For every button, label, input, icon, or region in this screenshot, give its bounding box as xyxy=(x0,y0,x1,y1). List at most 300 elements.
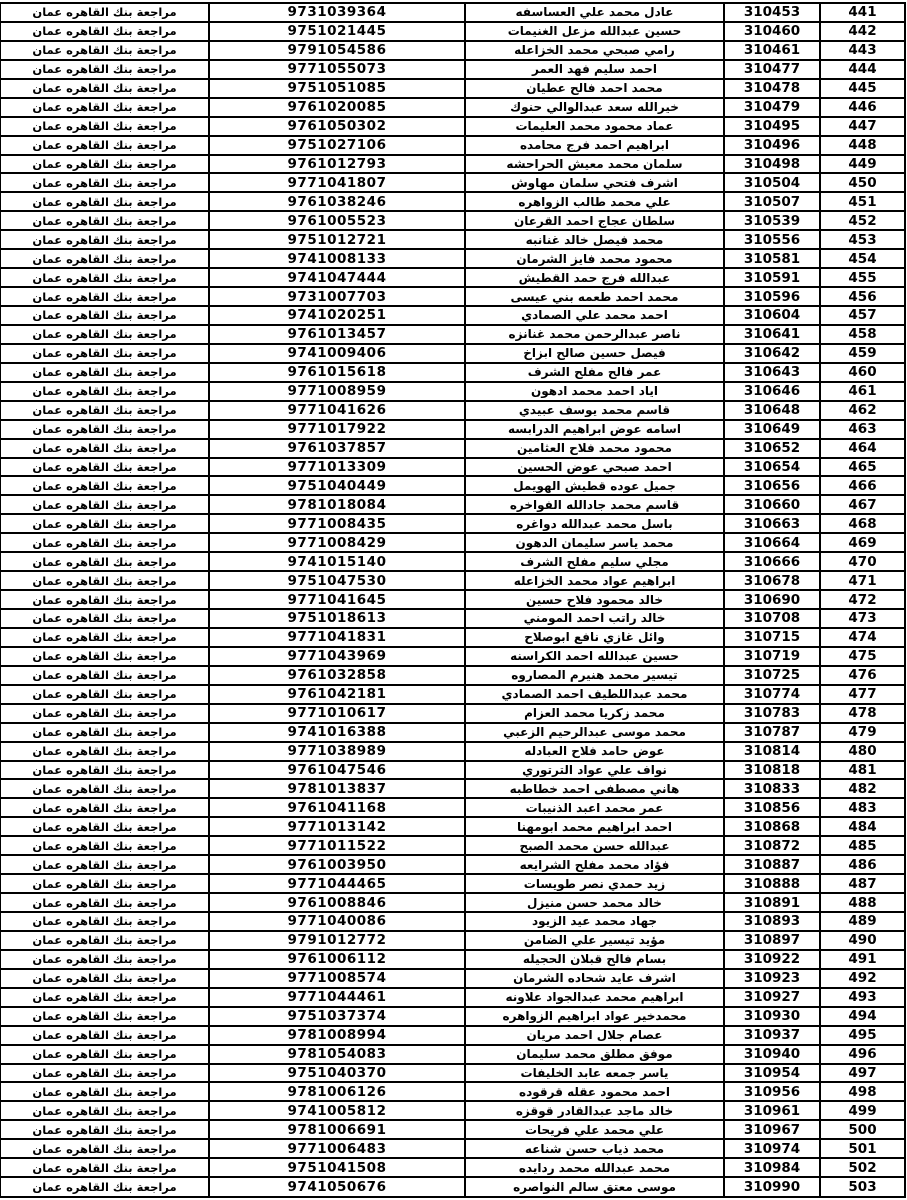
file-number-cell: 310648 xyxy=(724,401,820,420)
national-id-cell: 9751051085 xyxy=(209,79,465,98)
file-number-cell: 310596 xyxy=(724,287,820,306)
national-id-cell: 9771010617 xyxy=(209,704,465,723)
note-cell: مراجعة بنك القاهره عمان xyxy=(0,761,209,780)
note-cell: مراجعة بنك القاهره عمان xyxy=(0,325,209,344)
note-cell: مراجعة بنك القاهره عمان xyxy=(0,173,209,192)
serial-cell: 490 xyxy=(820,931,905,950)
table-row xyxy=(0,79,905,98)
note-cell: مراجعة بنك القاهره عمان xyxy=(0,779,209,798)
national-id-cell: 9781013837 xyxy=(209,779,465,798)
note-cell: مراجعة بنك القاهره عمان xyxy=(0,533,209,552)
table-row xyxy=(0,1007,905,1026)
name-cell: محمد عبداللطيف احمد الصمادي xyxy=(465,685,724,704)
national-id-cell: 9761015618 xyxy=(209,363,465,382)
national-id-cell: 9761038246 xyxy=(209,192,465,211)
file-number-cell: 310604 xyxy=(724,306,820,325)
national-id-cell: 9741008133 xyxy=(209,249,465,268)
name-cell: محمدخير عواد ابراهيم الزواهره xyxy=(465,1007,724,1026)
serial-cell: 444 xyxy=(820,60,905,79)
file-number-cell: 310818 xyxy=(724,761,820,780)
serial-cell: 489 xyxy=(820,912,905,931)
serial-cell: 488 xyxy=(820,893,905,912)
note-cell: مراجعة بنك القاهره عمان xyxy=(0,742,209,761)
name-cell: هاني مصطفى احمد خطاطبه xyxy=(465,779,724,798)
file-number-cell: 310643 xyxy=(724,363,820,382)
file-number-cell: 310539 xyxy=(724,211,820,230)
name-cell: ابراهيم احمد فرج محامده xyxy=(465,136,724,155)
note-cell: مراجعة بنك القاهره عمان xyxy=(0,230,209,249)
file-number-cell: 310984 xyxy=(724,1158,820,1177)
table-row xyxy=(0,363,905,382)
national-id-cell: 9771008429 xyxy=(209,533,465,552)
file-number-cell: 310937 xyxy=(724,1026,820,1045)
table-row xyxy=(0,1045,905,1064)
table-row xyxy=(0,855,905,874)
file-number-cell: 310954 xyxy=(724,1064,820,1083)
table-row xyxy=(0,1139,905,1158)
note-cell: مراجعة بنك القاهره عمان xyxy=(0,287,209,306)
note-cell: مراجعة بنك القاهره عمان xyxy=(0,931,209,950)
file-number-cell: 310678 xyxy=(724,571,820,590)
national-id-cell: 9751037374 xyxy=(209,1007,465,1026)
note-cell: مراجعة بنك القاهره عمان xyxy=(0,401,209,420)
national-id-cell: 9771040086 xyxy=(209,912,465,931)
national-id-cell: 9731007703 xyxy=(209,287,465,306)
note-cell: مراجعة بنك القاهره عمان xyxy=(0,41,209,60)
serial-cell: 500 xyxy=(820,1120,905,1139)
serial-cell: 446 xyxy=(820,98,905,117)
national-id-cell: 9771038989 xyxy=(209,742,465,761)
serial-cell: 501 xyxy=(820,1139,905,1158)
national-id-cell: 9771055073 xyxy=(209,60,465,79)
file-number-cell: 310774 xyxy=(724,685,820,704)
file-number-cell: 310504 xyxy=(724,173,820,192)
table-row xyxy=(0,136,905,155)
note-cell: مراجعة بنك القاهره عمان xyxy=(0,685,209,704)
table-row xyxy=(0,3,905,22)
file-number-cell: 310814 xyxy=(724,742,820,761)
national-id-cell: 9761050302 xyxy=(209,117,465,136)
file-number-cell: 310887 xyxy=(724,855,820,874)
name-cell: عبدالله حسن محمد الصبح xyxy=(465,836,724,855)
table-row xyxy=(0,344,905,363)
serial-cell: 477 xyxy=(820,685,905,704)
serial-cell: 472 xyxy=(820,590,905,609)
table-row xyxy=(0,211,905,230)
table-row xyxy=(0,893,905,912)
table-row xyxy=(0,476,905,495)
note-cell: مراجعة بنك القاهره عمان xyxy=(0,836,209,855)
note-cell: مراجعة بنك القاهره عمان xyxy=(0,117,209,136)
table-row xyxy=(0,401,905,420)
serial-cell: 448 xyxy=(820,136,905,155)
national-id-cell: 9771008435 xyxy=(209,514,465,533)
name-cell: خالد راتب احمد المومني xyxy=(465,609,724,628)
name-cell: ياسر جمعه عابد الخليفات xyxy=(465,1064,724,1083)
note-cell: مراجعة بنك القاهره عمان xyxy=(0,136,209,155)
name-cell: محمود محمد فايز الشرمان xyxy=(465,249,724,268)
table-row xyxy=(0,458,905,477)
name-cell: سلطان عجاج احمد القرعان xyxy=(465,211,724,230)
name-cell: قاسم محمد يوسف عبيدي xyxy=(465,401,724,420)
file-number-cell: 310897 xyxy=(724,931,820,950)
name-cell: موفق مطلق محمد سليمان xyxy=(465,1045,724,1064)
serial-cell: 470 xyxy=(820,552,905,571)
name-cell: حسين عبدالله احمد الكراسنه xyxy=(465,647,724,666)
file-number-cell: 310940 xyxy=(724,1045,820,1064)
note-cell: مراجعة بنك القاهره عمان xyxy=(0,1101,209,1120)
table-row xyxy=(0,571,905,590)
serial-cell: 449 xyxy=(820,155,905,174)
note-cell: مراجعة بنك القاهره عمان xyxy=(0,912,209,931)
table-row xyxy=(0,798,905,817)
table-row xyxy=(0,609,905,628)
national-id-cell: 9751041508 xyxy=(209,1158,465,1177)
note-cell: مراجعة بنك القاهره عمان xyxy=(0,855,209,874)
name-cell: سلمان محمد معيش الحراحشه xyxy=(465,155,724,174)
table-row xyxy=(0,779,905,798)
file-number-cell: 310990 xyxy=(724,1177,820,1197)
table-row xyxy=(0,192,905,211)
serial-cell: 460 xyxy=(820,363,905,382)
national-id-cell: 9781006691 xyxy=(209,1120,465,1139)
note-cell: مراجعة بنك القاهره عمان xyxy=(0,1120,209,1139)
serial-cell: 442 xyxy=(820,22,905,41)
national-id-cell: 9781018084 xyxy=(209,495,465,514)
serial-cell: 455 xyxy=(820,268,905,287)
serial-cell: 478 xyxy=(820,704,905,723)
name-cell: محمد فيصل خالد غنانبه xyxy=(465,230,724,249)
note-cell: مراجعة بنك القاهره عمان xyxy=(0,211,209,230)
table-row xyxy=(0,439,905,458)
serial-cell: 481 xyxy=(820,761,905,780)
name-cell: تيسير محمد هنيرم المصاروه xyxy=(465,666,724,685)
table-row xyxy=(0,912,905,931)
name-cell: عبدالله فرج حمد القطيش xyxy=(465,268,724,287)
national-id-cell: 9751027106 xyxy=(209,136,465,155)
table-row xyxy=(0,420,905,439)
note-cell: مراجعة بنك القاهره عمان xyxy=(0,817,209,836)
table-row xyxy=(0,287,905,306)
national-id-cell: 9771013142 xyxy=(209,817,465,836)
national-id-cell: 9751040449 xyxy=(209,476,465,495)
table-row xyxy=(0,628,905,647)
note-cell: مراجعة بنك القاهره عمان xyxy=(0,1045,209,1064)
serial-cell: 469 xyxy=(820,533,905,552)
national-id-cell: 9771041807 xyxy=(209,173,465,192)
national-id-cell: 9761047546 xyxy=(209,761,465,780)
file-number-cell: 310656 xyxy=(724,476,820,495)
note-cell: مراجعة بنك القاهره عمان xyxy=(0,458,209,477)
file-number-cell: 310927 xyxy=(724,988,820,1007)
name-cell: احمد محمود عقله قرقوده xyxy=(465,1082,724,1101)
name-cell: محمد احمد طعمه بني عيسى xyxy=(465,287,724,306)
national-id-cell: 9761037857 xyxy=(209,439,465,458)
serial-cell: 462 xyxy=(820,401,905,420)
national-id-cell: 9781008994 xyxy=(209,1026,465,1045)
table-row xyxy=(0,22,905,41)
note-cell: مراجعة بنك القاهره عمان xyxy=(0,439,209,458)
serial-cell: 496 xyxy=(820,1045,905,1064)
file-number-cell: 310719 xyxy=(724,647,820,666)
table-row xyxy=(0,117,905,136)
file-number-cell: 310496 xyxy=(724,136,820,155)
file-number-cell: 310663 xyxy=(724,514,820,533)
file-number-cell: 310833 xyxy=(724,779,820,798)
note-cell: مراجعة بنك القاهره عمان xyxy=(0,268,209,287)
name-cell: فيصل حسين صالح ابزاخ xyxy=(465,344,724,363)
national-id-cell: 9791012772 xyxy=(209,931,465,950)
name-cell: زيد حمدي نصر طويسات xyxy=(465,874,724,893)
file-number-cell: 310660 xyxy=(724,495,820,514)
name-cell: محمد موسى عبدالرحيم الزعبي xyxy=(465,723,724,742)
table-row xyxy=(0,1064,905,1083)
table-row xyxy=(0,666,905,685)
note-cell: مراجعة بنك القاهره عمان xyxy=(0,249,209,268)
serial-cell: 499 xyxy=(820,1101,905,1120)
table-row xyxy=(0,382,905,401)
national-id-cell: 9761020085 xyxy=(209,98,465,117)
table-row xyxy=(0,874,905,893)
note-cell: مراجعة بنك القاهره عمان xyxy=(0,798,209,817)
file-number-cell: 310498 xyxy=(724,155,820,174)
file-number-cell: 310893 xyxy=(724,912,820,931)
name-cell: رامي صبحي محمد الخزاعله xyxy=(465,41,724,60)
note-cell: مراجعة بنك القاهره عمان xyxy=(0,893,209,912)
national-id-cell: 9771011522 xyxy=(209,836,465,855)
file-number-cell: 310868 xyxy=(724,817,820,836)
national-id-cell: 9741020251 xyxy=(209,306,465,325)
table-row xyxy=(0,60,905,79)
serial-cell: 464 xyxy=(820,439,905,458)
national-id-cell: 9761005523 xyxy=(209,211,465,230)
file-number-cell: 310453 xyxy=(724,3,820,22)
note-cell: مراجعة بنك القاهره عمان xyxy=(0,155,209,174)
note-cell: مراجعة بنك القاهره عمان xyxy=(0,666,209,685)
file-number-cell: 310725 xyxy=(724,666,820,685)
serial-cell: 503 xyxy=(820,1177,905,1197)
name-cell: اسامه عوض ابراهيم الدرابسه xyxy=(465,420,724,439)
note-cell: مراجعة بنك القاهره عمان xyxy=(0,79,209,98)
table-row xyxy=(0,1026,905,1045)
file-number-cell: 310646 xyxy=(724,382,820,401)
serial-cell: 465 xyxy=(820,458,905,477)
national-id-cell: 9771013309 xyxy=(209,458,465,477)
national-id-cell: 9771043969 xyxy=(209,647,465,666)
serial-cell: 493 xyxy=(820,988,905,1007)
name-cell: احمد ابراهيم محمد ابومهنا xyxy=(465,817,724,836)
name-cell: عصام جلال احمد مريان xyxy=(465,1026,724,1045)
table-row xyxy=(0,173,905,192)
note-cell: مراجعة بنك القاهره عمان xyxy=(0,22,209,41)
table-row xyxy=(0,495,905,514)
note-cell: مراجعة بنك القاهره عمان xyxy=(0,60,209,79)
file-number-cell: 310652 xyxy=(724,439,820,458)
name-cell: موسى معتق سالم النواصره xyxy=(465,1177,724,1197)
note-cell: مراجعة بنك القاهره عمان xyxy=(0,1158,209,1177)
serial-cell: 467 xyxy=(820,495,905,514)
table-row xyxy=(0,969,905,988)
table-row xyxy=(0,514,905,533)
national-id-cell: 9751012721 xyxy=(209,230,465,249)
national-id-cell: 9761006112 xyxy=(209,950,465,969)
serial-cell: 482 xyxy=(820,779,905,798)
name-cell: محمد عبدالله محمد ردايده xyxy=(465,1158,724,1177)
table-row xyxy=(0,1101,905,1120)
name-cell: عادل محمد علي العساسفه xyxy=(465,3,724,22)
serial-cell: 484 xyxy=(820,817,905,836)
file-number-cell: 310967 xyxy=(724,1120,820,1139)
national-id-cell: 9751047530 xyxy=(209,571,465,590)
national-id-cell: 9771041626 xyxy=(209,401,465,420)
file-number-cell: 310649 xyxy=(724,420,820,439)
national-id-cell: 9771044461 xyxy=(209,988,465,1007)
national-id-cell: 9771008959 xyxy=(209,382,465,401)
national-id-cell: 9761041168 xyxy=(209,798,465,817)
name-cell: محمد ياسر سليمان الدهون xyxy=(465,533,724,552)
name-cell: محمد ذياب حسن شناعه xyxy=(465,1139,724,1158)
name-cell: علي محمد طالب الزواهره xyxy=(465,192,724,211)
national-id-cell: 9741009406 xyxy=(209,344,465,363)
file-number-cell: 310856 xyxy=(724,798,820,817)
national-id-cell: 9761008846 xyxy=(209,893,465,912)
serial-cell: 441 xyxy=(820,3,905,22)
name-cell: ناصر عبدالرحمن محمد غنانزه xyxy=(465,325,724,344)
table-row xyxy=(0,41,905,60)
serial-cell: 453 xyxy=(820,230,905,249)
table-row xyxy=(0,230,905,249)
national-id-cell: 9751021445 xyxy=(209,22,465,41)
note-cell: مراجعة بنك القاهره عمان xyxy=(0,192,209,211)
file-number-cell: 310956 xyxy=(724,1082,820,1101)
name-cell: علي محمد علي فريحات xyxy=(465,1120,724,1139)
note-cell: مراجعة بنك القاهره عمان xyxy=(0,344,209,363)
serial-cell: 463 xyxy=(820,420,905,439)
name-cell: اشرف فتحي سلمان مهاوش xyxy=(465,173,724,192)
file-number-cell: 310974 xyxy=(724,1139,820,1158)
name-cell: خالد محمد حسن منيزل xyxy=(465,893,724,912)
serial-cell: 483 xyxy=(820,798,905,817)
serial-cell: 497 xyxy=(820,1064,905,1083)
name-cell: قاسم محمد جادالله الفواخره xyxy=(465,495,724,514)
table-row xyxy=(0,1158,905,1177)
serial-cell: 492 xyxy=(820,969,905,988)
file-number-cell: 310922 xyxy=(724,950,820,969)
table-row xyxy=(0,533,905,552)
name-cell: وائل غازي نافع ابوصلاح xyxy=(465,628,724,647)
file-number-cell: 310642 xyxy=(724,344,820,363)
table-row xyxy=(0,1120,905,1139)
name-cell: اياد احمد محمد ادهون xyxy=(465,382,724,401)
name-cell: احمد محمد علي الصمادي xyxy=(465,306,724,325)
serial-cell: 458 xyxy=(820,325,905,344)
table-row xyxy=(0,723,905,742)
name-cell: باسل محمد عبدالله دواغره xyxy=(465,514,724,533)
note-cell: مراجعة بنك القاهره عمان xyxy=(0,420,209,439)
name-cell: نواف علي عواد الترتوري xyxy=(465,761,724,780)
note-cell: مراجعة بنك القاهره عمان xyxy=(0,950,209,969)
file-number-cell: 310477 xyxy=(724,60,820,79)
serial-cell: 473 xyxy=(820,609,905,628)
note-cell: مراجعة بنك القاهره عمان xyxy=(0,988,209,1007)
file-number-cell: 310923 xyxy=(724,969,820,988)
serial-cell: 450 xyxy=(820,173,905,192)
serial-cell: 498 xyxy=(820,1082,905,1101)
serial-cell: 471 xyxy=(820,571,905,590)
table-row xyxy=(0,685,905,704)
serial-cell: 476 xyxy=(820,666,905,685)
file-number-cell: 310641 xyxy=(724,325,820,344)
national-id-cell: 9741015140 xyxy=(209,552,465,571)
national-id-cell: 9761012793 xyxy=(209,155,465,174)
table-row xyxy=(0,98,905,117)
note-cell: مراجعة بنك القاهره عمان xyxy=(0,609,209,628)
national-id-cell: 9741016388 xyxy=(209,723,465,742)
name-cell: محمد احمد فالح عطيان xyxy=(465,79,724,98)
serial-cell: 466 xyxy=(820,476,905,495)
table-row xyxy=(0,988,905,1007)
file-number-cell: 310891 xyxy=(724,893,820,912)
note-cell: مراجعة بنك القاهره عمان xyxy=(0,382,209,401)
file-number-cell: 310591 xyxy=(724,268,820,287)
records-body xyxy=(0,3,905,1197)
note-cell: مراجعة بنك القاهره عمان xyxy=(0,647,209,666)
table-row xyxy=(0,1177,905,1197)
national-id-cell: 9771041831 xyxy=(209,628,465,647)
serial-cell: 468 xyxy=(820,514,905,533)
national-id-cell: 9771008574 xyxy=(209,969,465,988)
national-id-cell: 9781054083 xyxy=(209,1045,465,1064)
name-cell: جميل عوده قطيش الهويمل xyxy=(465,476,724,495)
table-row xyxy=(0,155,905,174)
file-number-cell: 310664 xyxy=(724,533,820,552)
file-number-cell: 310961 xyxy=(724,1101,820,1120)
note-cell: مراجعة بنك القاهره عمان xyxy=(0,363,209,382)
table-row xyxy=(0,704,905,723)
file-number-cell: 310666 xyxy=(724,552,820,571)
serial-cell: 479 xyxy=(820,723,905,742)
file-number-cell: 310654 xyxy=(724,458,820,477)
name-cell: خالد ماجد عبدالقادر قوقزه xyxy=(465,1101,724,1120)
serial-cell: 461 xyxy=(820,382,905,401)
serial-cell: 495 xyxy=(820,1026,905,1045)
serial-cell: 474 xyxy=(820,628,905,647)
serial-cell: 491 xyxy=(820,950,905,969)
name-cell: مجلي سليم مفلح الشرف xyxy=(465,552,724,571)
table-row xyxy=(0,1082,905,1101)
file-number-cell: 310556 xyxy=(724,230,820,249)
table-row xyxy=(0,306,905,325)
note-cell: مراجعة بنك القاهره عمان xyxy=(0,628,209,647)
table-row xyxy=(0,647,905,666)
table-row xyxy=(0,325,905,344)
note-cell: مراجعة بنك القاهره عمان xyxy=(0,704,209,723)
national-id-cell: 9761013457 xyxy=(209,325,465,344)
serial-cell: 475 xyxy=(820,647,905,666)
note-cell: مراجعة بنك القاهره عمان xyxy=(0,476,209,495)
table-row xyxy=(0,590,905,609)
national-id-cell: 9771044465 xyxy=(209,874,465,893)
name-cell: احمد سليم فهد العمر xyxy=(465,60,724,79)
serial-cell: 459 xyxy=(820,344,905,363)
name-cell: حسين عبدالله مزعل الغنيمات xyxy=(465,22,724,41)
serial-cell: 456 xyxy=(820,287,905,306)
table-row xyxy=(0,268,905,287)
name-cell: اشرف عايد شحاده الشرمان xyxy=(465,969,724,988)
table-row xyxy=(0,931,905,950)
note-cell: مراجعة بنك القاهره عمان xyxy=(0,571,209,590)
file-number-cell: 310783 xyxy=(724,704,820,723)
